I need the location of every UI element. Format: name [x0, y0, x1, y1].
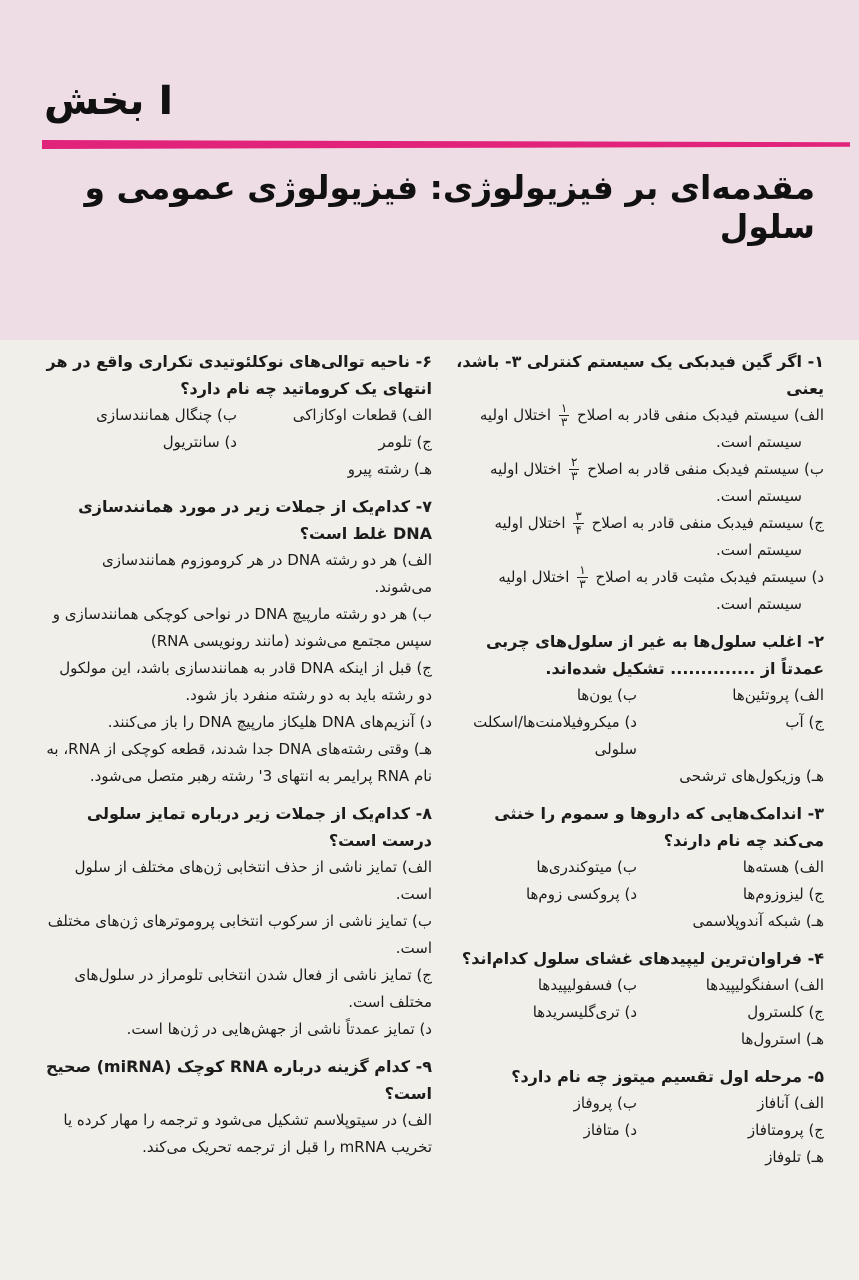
option-a: الف) در سیتوپلاسم تشکیل می‌شود و ترجمه را مهار کرده یا تخریب mRNA را قبل از ترجمه تحریک می‌کند.	[63, 1111, 432, 1156]
option-e: هـ) رشته پیرو	[347, 460, 432, 478]
option-d: د) میکروفیلامنت‌ها/اسکلت سلولی	[473, 713, 637, 758]
question-2-stem: ۲- اغلب سلول‌ها به غیر از سلول‌های چربی عمدتاً از .............. تشکیل شده‌اند.	[485, 632, 824, 678]
question-7	[42, 493, 432, 790]
denominator: ۳	[560, 415, 568, 429]
option-text: رشته رهبر متصل می‌شود.	[89, 767, 254, 785]
question-8	[42, 800, 432, 1043]
option-b: ب) چنگال همانندسازی	[96, 406, 237, 424]
option-b: ب) یون‌ها	[576, 686, 637, 704]
option-row	[42, 429, 432, 456]
option-b: ب) فسفولیپیدها	[537, 976, 637, 994]
option-c: ج) قبل از اینکه DNA قادر به همانندسازی باشد، این مولکول دو رشته باید به دو رشته منفرد باز شود.	[59, 659, 432, 704]
option-text: اختلال اولیه	[498, 568, 570, 586]
option-text: ج) سیستم فیدبک منفی قادر به اصلاح	[591, 514, 824, 532]
option-d: د) آنزیم‌های DNA هلیکاز مارپیچ DNA را باز می‌کنند.	[107, 713, 432, 731]
option-b: ب) تمایز ناشی از سرکوب انتخابی پروموترهای ژن‌های مختلف است.	[47, 912, 432, 957]
chapter-title: مقدمه‌ای بر فیزیولوژی: فیزیولوژی عمومی و سلول	[84, 168, 815, 246]
option-text: الف) سیستم فیدبک منفی قادر به اصلاح	[577, 406, 824, 424]
option-d: د) تمایز عمدتاً ناشی از جهش‌هایی در ژن‌ها است.	[126, 1020, 432, 1038]
option-continuation: سیستم است.	[716, 487, 802, 505]
part-title: بخش I	[44, 78, 174, 124]
option-c: ج) کلسترول	[747, 1003, 824, 1021]
question-8-stem: ۸- کدام‌یک از جملات زیر درباره تمایز سلولی درست است؟	[86, 804, 432, 850]
option-c: ج) تلومر	[378, 433, 432, 451]
denominator: ۳	[570, 469, 578, 483]
option-continuation: سیستم است.	[716, 595, 802, 613]
question-2	[450, 628, 824, 790]
option-c: ج) لیزوزوم‌ها	[742, 885, 824, 903]
denominator: ۴	[575, 523, 582, 537]
option-row	[450, 709, 824, 763]
option-d: د) تری‌گلیسریدها	[532, 1003, 637, 1021]
question-4	[450, 945, 824, 1053]
option-row	[450, 1090, 824, 1117]
option-continuation: سیستم است.	[716, 541, 802, 559]
question-1-stem: ۱- اگر گین فیدبکی یک سیستم کنترلی ۳- باشد، یعنی	[456, 352, 824, 398]
option-d: د) متافاز	[583, 1121, 637, 1139]
option-continuation: سیستم است.	[716, 433, 802, 451]
question-3-stem: ۳- اندامک‌هایی که داروها و سموم را خنثی می‌کند چه نام دارند؟	[494, 804, 824, 850]
numerator: ۱	[560, 401, 568, 415]
option-text: هـ) وقتی رشته‌های DNA جدا شدند، قطعه کوچکی از RNA، به نام RNA پرایمر به انتهای	[46, 740, 432, 785]
option-b: ب) میتوکندری‌ها	[536, 858, 637, 876]
numerator: ۱	[579, 563, 586, 577]
question-1-option-c	[450, 510, 824, 537]
question-5	[450, 1063, 824, 1171]
numerator: ۳	[575, 509, 582, 523]
option-row	[450, 881, 824, 908]
denominator: ۳	[579, 577, 586, 591]
option-row	[42, 402, 432, 429]
option-c: ج) آب	[785, 713, 824, 731]
question-5-stem: ۵- مرحله اول تقسیم میتوز چه نام دارد؟	[511, 1067, 824, 1086]
option-d: د) سانتریول	[162, 433, 237, 451]
fraction	[569, 456, 579, 483]
option-text: اختلال اولیه	[490, 460, 562, 478]
fraction	[577, 564, 587, 591]
option-text: اختلال اولیه	[494, 514, 566, 532]
question-1	[450, 348, 824, 618]
option-b: ب) پروفاز	[573, 1094, 637, 1112]
option-text: د) سیستم فیدبک مثبت قادر به اصلاح	[595, 568, 824, 586]
option-row	[450, 682, 824, 709]
option-a: الف) هسته‌ها	[742, 858, 824, 876]
question-1-option-a	[450, 402, 824, 429]
question-9	[42, 1053, 432, 1161]
option-text: ب) سیستم فیدبک منفی قادر به اصلاح	[587, 460, 824, 478]
option-a: الف) پروتئین‌ها	[732, 686, 824, 704]
question-6-stem: ۶- ناحیه توالی‌های نوکلئوتیدی تکراری واقع در هر انتهای یک کروماتید چه نام دارد؟	[46, 352, 432, 398]
question-7-stem: ۷- کدام‌یک از جملات زیر در مورد همانندسازی DNA غلط است؟	[78, 497, 432, 543]
option-d: د) پروکسی زوم‌ها	[525, 885, 637, 903]
question-1-option-b	[450, 456, 824, 483]
option-a: الف) اسفنگولیپیدها	[705, 976, 824, 994]
option-e: هـ) استرول‌ها	[740, 1030, 824, 1048]
question-4-stem: ۴- فراوان‌ترین لیپیدهای غشای سلول کدام‌اند؟	[461, 949, 824, 968]
right-column	[450, 348, 824, 1181]
option-row	[450, 999, 824, 1026]
option-row	[450, 972, 824, 999]
option-e	[42, 736, 432, 790]
option-row	[450, 854, 824, 881]
prime-end: 3'	[258, 767, 273, 785]
question-6	[42, 348, 432, 483]
option-c: ج) پرومتافاز	[747, 1121, 824, 1139]
left-column	[42, 348, 432, 1171]
question-3	[450, 800, 824, 935]
option-a: الف) هر دو رشته DNA در هر کروموزوم همانندسازی می‌شوند.	[102, 551, 432, 596]
option-e: هـ) تلوفاز	[765, 1148, 824, 1166]
option-b: ب) هر دو رشته مارپیچ DNA در نواحی کوچکی همانندسازی و سپس مجتمع می‌شوند (مانند رونویسی RNA)	[52, 605, 432, 650]
option-a: الف) آنافاز	[757, 1094, 824, 1112]
numerator: ۲	[570, 455, 578, 469]
question-1-option-d	[450, 564, 824, 591]
option-row	[450, 1117, 824, 1144]
option-text: اختلال اولیه	[479, 406, 552, 424]
fraction	[559, 402, 569, 429]
option-a: الف) قطعات اوکازاکی	[292, 406, 432, 424]
option-e: هـ) شبکه آندوپلاسمی	[692, 912, 824, 930]
option-c: ج) تمایز ناشی از فعال شدن انتخابی تلومراز در سلول‌های مختلف است.	[74, 966, 432, 1011]
question-9-stem: ۹- کدام گزینه درباره RNA کوچک (miRNA) صحیح است؟	[45, 1057, 432, 1103]
fraction	[573, 510, 583, 537]
option-e: هـ) وزیکول‌های ترشحی	[679, 767, 824, 785]
option-a: الف) تمایز ناشی از حذف انتخابی ژن‌های مختلف از سلول است.	[74, 858, 432, 903]
